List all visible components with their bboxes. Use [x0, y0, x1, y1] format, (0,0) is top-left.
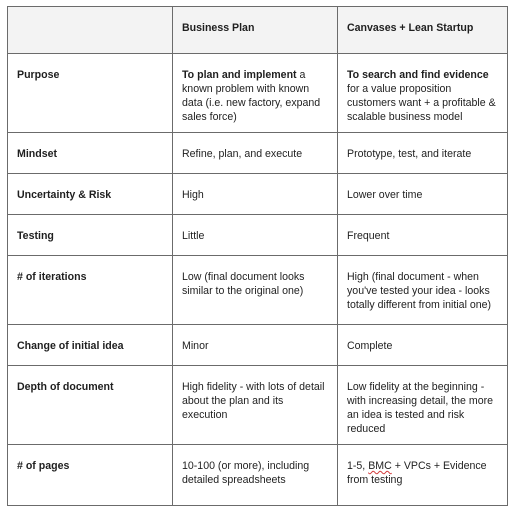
header-row: [8, 7, 508, 54]
table-row-mindset: [8, 133, 508, 174]
table-row-depth: [8, 366, 508, 445]
pages-ls-prefix: 1-5,: [347, 460, 369, 472]
table-row-pages: [8, 445, 508, 506]
header-corner-cell: [8, 7, 173, 54]
purpose-ls-bold: To search and find evidence: [347, 69, 489, 81]
table-row-change: [8, 325, 508, 366]
row-label-purpose: Purpose: [8, 54, 173, 133]
row-label-uncertainty: Uncertainty & Risk: [8, 174, 173, 215]
header-canvases-lean-startup: Canvases + Lean Startup: [338, 7, 508, 54]
table-row-iterations: [8, 256, 508, 325]
cell-mindset-lean-startup: Prototype, test, and iterate: [338, 133, 508, 174]
cell-change-business-plan: Minor: [173, 325, 338, 366]
purpose-bp-bold: To plan and implement: [182, 69, 297, 81]
purpose-ls-text: for a value proposition customers want + a profitable & scalable business model: [347, 83, 496, 123]
row-label-iterations: # of iterations: [8, 256, 173, 325]
row-label-pages: # of pages: [8, 445, 173, 506]
cell-pages-business-plan: 10-100 (or more), including detailed spreadsheets: [173, 445, 338, 506]
row-label-testing: Testing: [8, 215, 173, 256]
comparison-table: [7, 6, 508, 506]
table-row-purpose: [8, 54, 508, 133]
header-business-plan: Business Plan: [173, 7, 338, 54]
table-row-testing: [8, 215, 508, 256]
cell-testing-lean-startup: Frequent: [338, 215, 508, 256]
cell-pages-lean-startup: [338, 445, 508, 506]
cell-depth-business-plan: High fidelity - with lots of detail about the plan and its execution: [173, 366, 338, 445]
cell-purpose-business-plan: [173, 54, 338, 133]
cell-testing-business-plan: Little: [173, 215, 338, 256]
cell-depth-lean-startup: Low fidelity at the beginning - with increasing detail, the more an idea is tested and risk reduced: [338, 366, 508, 445]
pages-ls-bmc: BMC: [368, 460, 392, 472]
pages-ls-suffix: + VPCs + Evidence from testing: [347, 460, 487, 486]
row-label-change: Change of initial idea: [8, 325, 173, 366]
cell-uncertainty-business-plan: High: [173, 174, 338, 215]
cell-uncertainty-lean-startup: Lower over time: [338, 174, 508, 215]
cell-iterations-lean-startup: High (final document - when you've tested your idea - looks totally different from initial one): [338, 256, 508, 325]
cell-iterations-business-plan: Low (final document looks similar to the original one): [173, 256, 338, 325]
row-label-depth: Depth of document: [8, 366, 173, 445]
row-label-mindset: Mindset: [8, 133, 173, 174]
purpose-bp-text: a known problem with known data (i.e. new factory, expand sales force): [182, 69, 321, 123]
cell-change-lean-startup: Complete: [338, 325, 508, 366]
table-row-uncertainty: [8, 174, 508, 215]
cell-purpose-lean-startup: [338, 54, 508, 133]
cell-mindset-business-plan: Refine, plan, and execute: [173, 133, 338, 174]
